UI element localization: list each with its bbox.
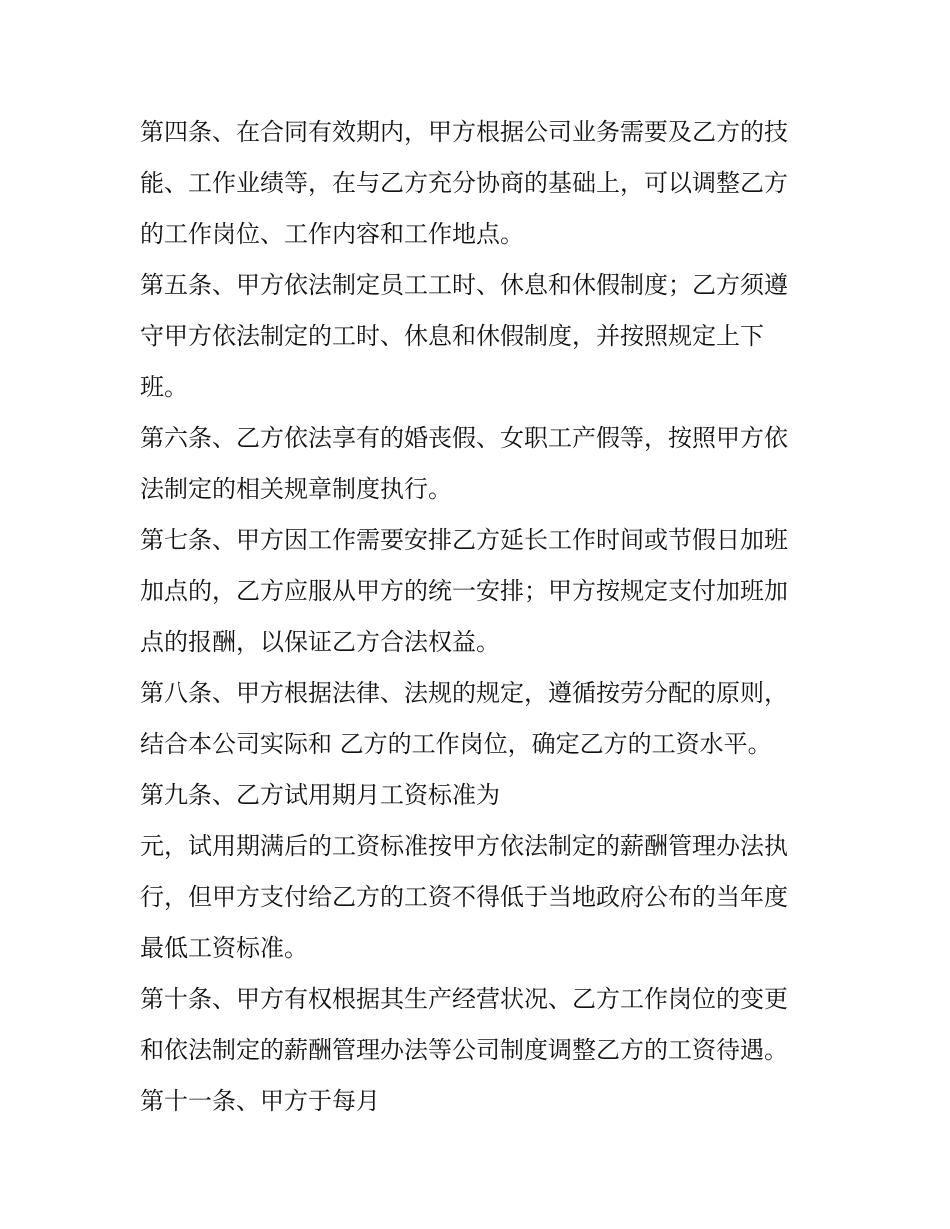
text-line: 能、工作业绩等，在与乙方充分协商的基础上，可以调整乙方 (140, 169, 788, 197)
text-line: 第八条、甲方根据法律、法规的规定，遵循按劳分配的原则， (140, 679, 788, 707)
text-line: 的工作岗位、工作内容和工作地点。 (140, 220, 524, 248)
text-line: 加点的，乙方应服从甲方的统一安排；甲方按规定支付加班加 (140, 577, 788, 605)
text-line: 第九条、乙方试用期月工资标准为 (140, 781, 500, 809)
text-line: 第七条、甲方因工作需要安排乙方延长工作时间或节假日加班 (140, 526, 788, 554)
text-line: 元，试用期满后的工资标准按甲方依法制定的薪酬管理办法执 (140, 832, 788, 860)
text-line: 班。 (140, 373, 188, 401)
text-line: 行，但甲方支付给乙方的工资不得低于当地政府公布的当年度 (140, 883, 788, 911)
text-line: 守甲方依法制定的工时、休息和休假制度，并按照规定上下 (140, 322, 764, 350)
text-line: 第五条、甲方依法制定员工工时、休息和休假制度；乙方须遵 (140, 271, 788, 299)
text-line: 法制定的相关规章制度执行。 (140, 475, 452, 503)
text-line: 和依法制定的薪酬管理办法等公司制度调整乙方的工资待遇。 (140, 1036, 788, 1064)
text-line: 结合本公司实际和 乙方的工作岗位，确定乙方的工资水平。 (140, 730, 772, 758)
text-line: 第四条、在合同有效期内，甲方根据公司业务需要及乙方的技 (140, 118, 788, 146)
text-line: 第十条、甲方有权根据其生产经营状况、乙方工作岗位的变更 (140, 985, 788, 1013)
text-line: 最低工资标准。 (140, 934, 308, 962)
text-line: 点的报酬，以保证乙方合法权益。 (140, 628, 500, 656)
text-line: 第十一条、甲方于每月 (140, 1087, 380, 1115)
text-line: 第六条、乙方依法享有的婚丧假、女职工产假等，按照甲方依 (140, 424, 788, 452)
document-body (140, 107, 820, 1127)
